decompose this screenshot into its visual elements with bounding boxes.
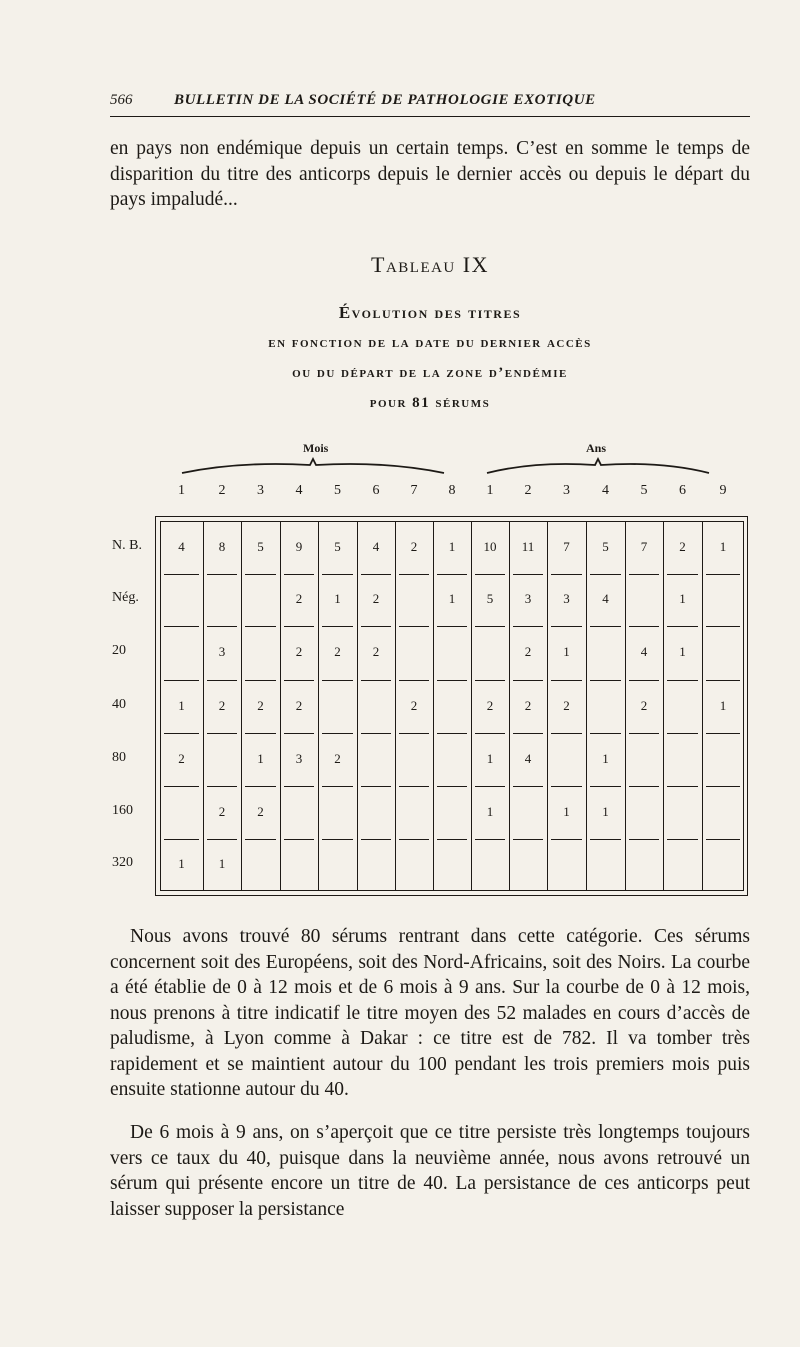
row-divider [207,839,237,840]
row-divider [207,574,237,575]
row-divider [207,626,237,627]
row-label: 160 [112,802,133,818]
table-cell: 1 [602,803,609,819]
table-cell: 2 [410,538,418,554]
row-divider [284,574,314,575]
row-divider [437,786,467,787]
row-divider [590,626,621,627]
table-cell: 2 [524,644,532,659]
row-divider [667,680,698,681]
table-cell: 7 [640,538,648,554]
months-group-label: Mois [303,441,329,455]
table-cell: 2 [334,750,341,766]
table-number: Tableau IX [371,252,489,277]
table-cell: 2 [563,697,570,713]
table-cell: 1 [563,644,570,659]
table-title-line: en fonction de la date du dernier accès [268,335,592,351]
row-divider [245,733,276,734]
table-cell: 2 [295,591,303,606]
column-header: 4 [602,483,609,498]
row-divider [399,626,429,627]
table-title-line: ou du départ de la zone d’endémie [292,365,568,381]
table-cell: 5 [486,591,494,606]
column-header: 1 [178,483,185,498]
table-cell: 2 [372,591,380,606]
table-cell: 1 [486,803,494,819]
row-divider [590,680,621,681]
column-divider [433,521,434,891]
row-divider [164,680,199,681]
table-cell: 1 [679,644,686,659]
body-paragraph: De 6 mois à 9 ans, on s’aperçoit que ce titre persiste très longtemps toujours vers ce taux du 40, puisque dans la neuvième année, nous avons retrouvé un sérum qui présente encore un titre de 40. La persistance de ces anticorps peut laisser supposer la persistance [110,1122,750,1220]
row-divider [629,574,659,575]
column-header: 8 [448,483,456,498]
row-divider [706,839,740,840]
row-divider [322,626,353,627]
row-divider [207,733,237,734]
row-divider [475,839,505,840]
row-divider [164,733,199,734]
row-divider [322,680,353,681]
table-cell: 4 [178,538,185,554]
row-divider [361,733,391,734]
row-divider [551,786,582,787]
row-divider [361,680,391,681]
table-cell: 2 [486,697,494,713]
table-cell: 1 [448,538,456,554]
column-header: 3 [563,483,570,498]
column-header: 3 [257,483,264,498]
column-divider [318,521,319,891]
row-divider [207,786,237,787]
table-cell: 7 [563,538,570,554]
table-cell: 4 [602,591,609,606]
column-divider [663,521,664,891]
row-divider [629,680,659,681]
row-divider [475,786,505,787]
row-divider [706,786,740,787]
table-cell: 1 [257,750,264,766]
column-header: 5 [334,483,341,498]
table-cell: 2 [679,538,686,554]
row-divider [551,574,582,575]
row-divider [551,680,582,681]
table-cell: 4 [524,750,532,766]
row-divider [629,786,659,787]
row-divider [245,574,276,575]
row-divider [437,574,467,575]
table-cell: 1 [602,750,609,766]
row-divider [706,680,740,681]
row-divider [322,574,353,575]
column-header: 5 [640,483,648,498]
row-divider [590,733,621,734]
table-cell: 2 [640,697,648,713]
body-paragraph: Nous avons trouvé 80 sérums rentrant dans cette catégorie. Ces sérums concernent soit des Européens, soit des Nord-Africains, soit des Noirs. La courbe a été établie de 0 à 12 mois et de 6 mois à 9 ans. Sur la courbe de 0 à 12 mois, nous prenons à titre indicatif le titre moyen des 52 malades en cours d’accès de paludisme, à Lyon comme à Dakar : ce titre est de 782. Il va tomber très rapidement et se maintient autour du 100 pendant les trois premiers mois puis ensuite stationne autour du 40. [110,926,750,1100]
row-divider [513,839,543,840]
table-cell: 11 [521,538,535,554]
row-divider [475,680,505,681]
table-cell: 2 [295,697,303,713]
table-cell: 2 [257,803,264,819]
row-divider [513,786,543,787]
row-divider [513,574,543,575]
table-cell: 3 [563,591,570,606]
row-divider [667,733,698,734]
row-divider [437,733,467,734]
row-divider [245,839,276,840]
column-divider [702,521,703,891]
row-divider [399,786,429,787]
row-divider [437,626,467,627]
column-header: 7 [410,483,418,498]
row-divider [513,733,543,734]
table-cell: 1 [448,591,456,606]
row-divider [399,733,429,734]
row-divider [361,574,391,575]
page-number: 566 [110,92,133,108]
row-divider [322,786,353,787]
row-divider [437,839,467,840]
row-divider [513,680,543,681]
table-cell: 2 [218,803,226,819]
column-header: 2 [218,483,226,498]
running-header [110,92,750,116]
table-cell: 1 [563,803,570,819]
row-divider [475,574,505,575]
table-cell: 2 [218,697,226,713]
table-cell: 2 [295,644,303,659]
header-rule [110,116,750,117]
row-divider [399,839,429,840]
column-header: 2 [524,483,532,498]
row-label: 320 [112,855,133,870]
years-group-label: Ans [586,441,607,455]
row-divider [667,786,698,787]
row-divider [667,626,698,627]
column-divider [357,521,358,891]
row-divider [475,626,505,627]
table-cell: 5 [257,538,264,554]
table-cell: 2 [410,697,418,713]
row-divider [322,733,353,734]
column-header: 1 [486,483,494,498]
row-divider [590,574,621,575]
row-divider [284,680,314,681]
column-divider [586,521,587,891]
row-divider [437,680,467,681]
row-label: 20 [112,643,126,658]
row-label: 40 [112,696,126,712]
row-divider [361,626,391,627]
table-cell: 1 [679,591,686,606]
table-cell: 3 [524,591,532,606]
row-divider [706,626,740,627]
row-divider [590,786,621,787]
column-header: 6 [372,483,380,498]
row-divider [475,733,505,734]
row-divider [245,626,276,627]
table-cell: 2 [334,644,341,659]
table-cell: 2 [524,697,532,713]
journal-title: BULLETIN DE LA SOCIÉTÉ DE PATHOLOGIE EXOTIQUE [174,92,596,108]
row-divider [245,680,276,681]
intro-paragraph: en pays non endémique depuis un certain temps. C’est en somme le temps de disparition du titre des anticorps depuis le dernier accès ou depuis le départ du pays impaludé... [110,138,750,210]
table-cell: 1 [719,538,727,554]
row-divider [361,786,391,787]
row-divider [399,574,429,575]
row-divider [551,839,582,840]
table-cell: 5 [602,538,609,554]
table-cell: 2 [178,750,185,766]
table-cell: 5 [334,538,341,554]
row-divider [706,733,740,734]
row-divider [667,839,698,840]
row-divider [284,786,314,787]
months-brace [180,455,446,477]
table-cell: 9 [295,538,303,554]
table-title-line: Évolution des titres [338,303,522,322]
row-divider [551,626,582,627]
row-divider [399,680,429,681]
row-divider [164,574,199,575]
table-cell: 1 [178,856,185,871]
table-cell: 1 [486,750,494,766]
row-divider [284,839,314,840]
row-divider [629,733,659,734]
row-divider [207,680,237,681]
row-label: Nég. [112,590,139,605]
column-header: 9 [719,483,727,498]
row-label: 80 [112,749,126,765]
row-divider [361,839,391,840]
row-divider [629,626,659,627]
table-cell: 2 [257,697,264,713]
row-divider [284,626,314,627]
table-cell: 1 [218,856,226,871]
row-divider [164,786,199,787]
row-divider [706,574,740,575]
table-cell: 4 [372,538,380,554]
row-divider [164,626,199,627]
row-divider [513,626,543,627]
column-header: 4 [295,483,303,498]
row-label: N. B. [112,537,142,553]
row-divider [551,733,582,734]
table-cell: 10 [483,538,497,554]
column-header: 6 [679,483,686,498]
row-divider [284,733,314,734]
row-divider [245,786,276,787]
table-cell: 2 [372,644,380,659]
row-divider [590,839,621,840]
table-cell: 3 [218,644,226,659]
table-cell: 8 [218,538,226,554]
table-cell: 1 [719,697,727,713]
table-cell: 1 [178,697,185,713]
table-title-line: pour 81 sérums [369,395,491,411]
table-cell: 1 [334,591,341,606]
table-cell: 4 [640,644,648,659]
years-brace [485,455,711,477]
row-divider [322,839,353,840]
row-divider [667,574,698,575]
row-divider [629,839,659,840]
row-divider [164,839,199,840]
table-title [110,298,750,418]
table-cell: 3 [295,750,303,766]
